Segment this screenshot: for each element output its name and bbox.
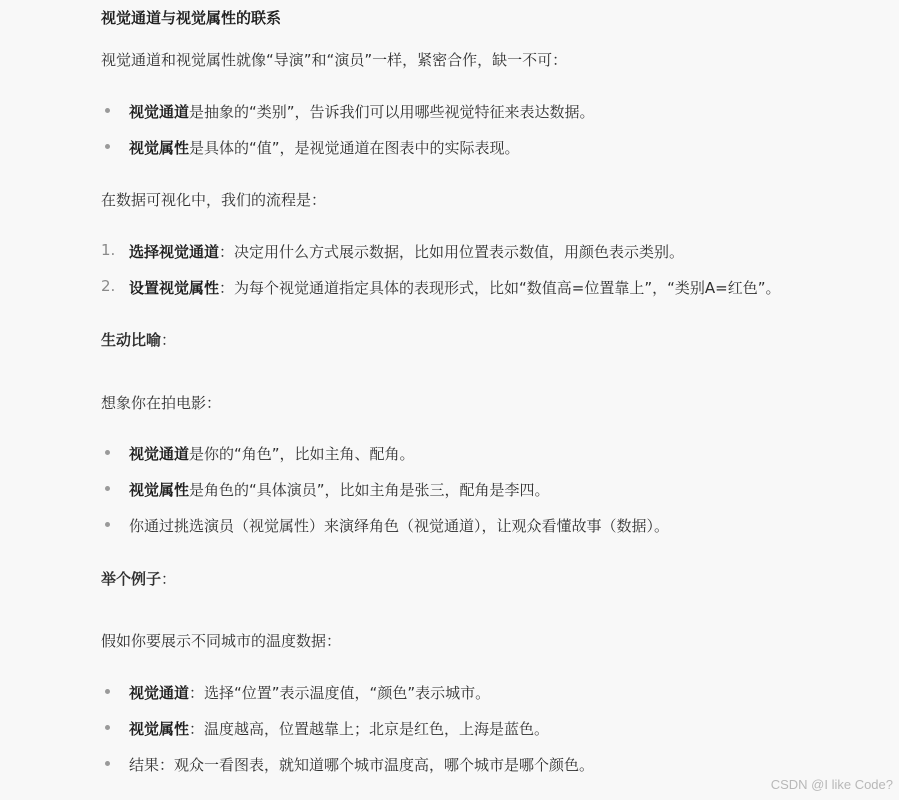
list-item-text: 结果：观众一看图表，就知道哪个城市温度高，哪个城市是哪个颜色。 <box>129 756 595 774</box>
list-item-bold: 视觉属性 <box>129 481 190 499</box>
metaphor-heading-bold: 生动比喻 <box>101 331 162 349</box>
intro-paragraph: 视觉通道和视觉属性就像“导演”和“演员”一样，紧密合作，缺一不可： <box>101 51 568 69</box>
list-item-text: 是角色的“具体演员”，比如主角是张三，配角是李四。 <box>189 481 550 499</box>
list-item-text: ：选择“位置”表示温度值，“颜色”表示城市。 <box>189 684 491 702</box>
step-text: ：为每个视觉通道指定具体的表现形式，比如“数值高=位置靠上”，“类别A=红色”。 <box>219 279 781 297</box>
section-title: 视觉通道与视觉属性的联系 <box>101 9 282 27</box>
list-item-text: 你通过挑选演员（视觉属性）来演绎角色（视觉通道），让观众看懂故事（数据）。 <box>129 517 670 535</box>
metaphor-heading <box>101 329 176 350</box>
bullet-icon <box>105 725 110 730</box>
bullet-icon <box>105 108 110 113</box>
list-item-text: 是抽象的“类别”，告诉我们可以用哪些视觉特征来表达数据。 <box>189 103 595 121</box>
example-intro-paragraph: 假如你要展示不同城市的温度数据： <box>101 632 342 650</box>
example-heading-bold: 举个例子 <box>101 570 162 588</box>
list-item-bold: 视觉通道 <box>129 103 190 121</box>
flow-intro-paragraph: 在数据可视化中，我们的流程是： <box>101 191 327 209</box>
metaphor-heading-colon: ： <box>161 331 177 349</box>
step-number: 2. <box>101 277 116 295</box>
list-item-text: 是你的“角色”，比如主角、配角。 <box>189 445 415 463</box>
bullet-icon <box>105 450 110 455</box>
metaphor-intro-paragraph: 想象你在拍电影： <box>101 394 222 412</box>
bullet-icon <box>105 522 110 527</box>
step-bold: 设置视觉属性 <box>129 279 220 297</box>
bullet-icon <box>105 689 110 694</box>
step-text: ：决定用什么方式展示数据，比如用位置表示数值，用颜色表示类别。 <box>219 243 685 261</box>
watermark: CSDN @I like Code? <box>770 777 893 792</box>
list-item-bold: 视觉属性 <box>129 720 190 738</box>
example-heading <box>101 568 176 589</box>
bullet-icon <box>105 144 110 149</box>
bullet-icon <box>105 761 110 766</box>
list-item-bold: 视觉属性 <box>129 139 190 157</box>
list-item-text: 是具体的“值”，是视觉通道在图表中的实际表现。 <box>189 139 520 157</box>
list-item-text: ：温度越高，位置越靠上；北京是红色，上海是蓝色。 <box>189 720 550 738</box>
example-heading-colon: ： <box>161 570 177 588</box>
list-item-bold: 视觉通道 <box>129 445 190 463</box>
step-bold: 选择视觉通道 <box>129 243 220 261</box>
list-item-bold: 视觉通道 <box>129 684 190 702</box>
bullet-icon <box>105 486 110 491</box>
step-number: 1. <box>101 241 116 259</box>
